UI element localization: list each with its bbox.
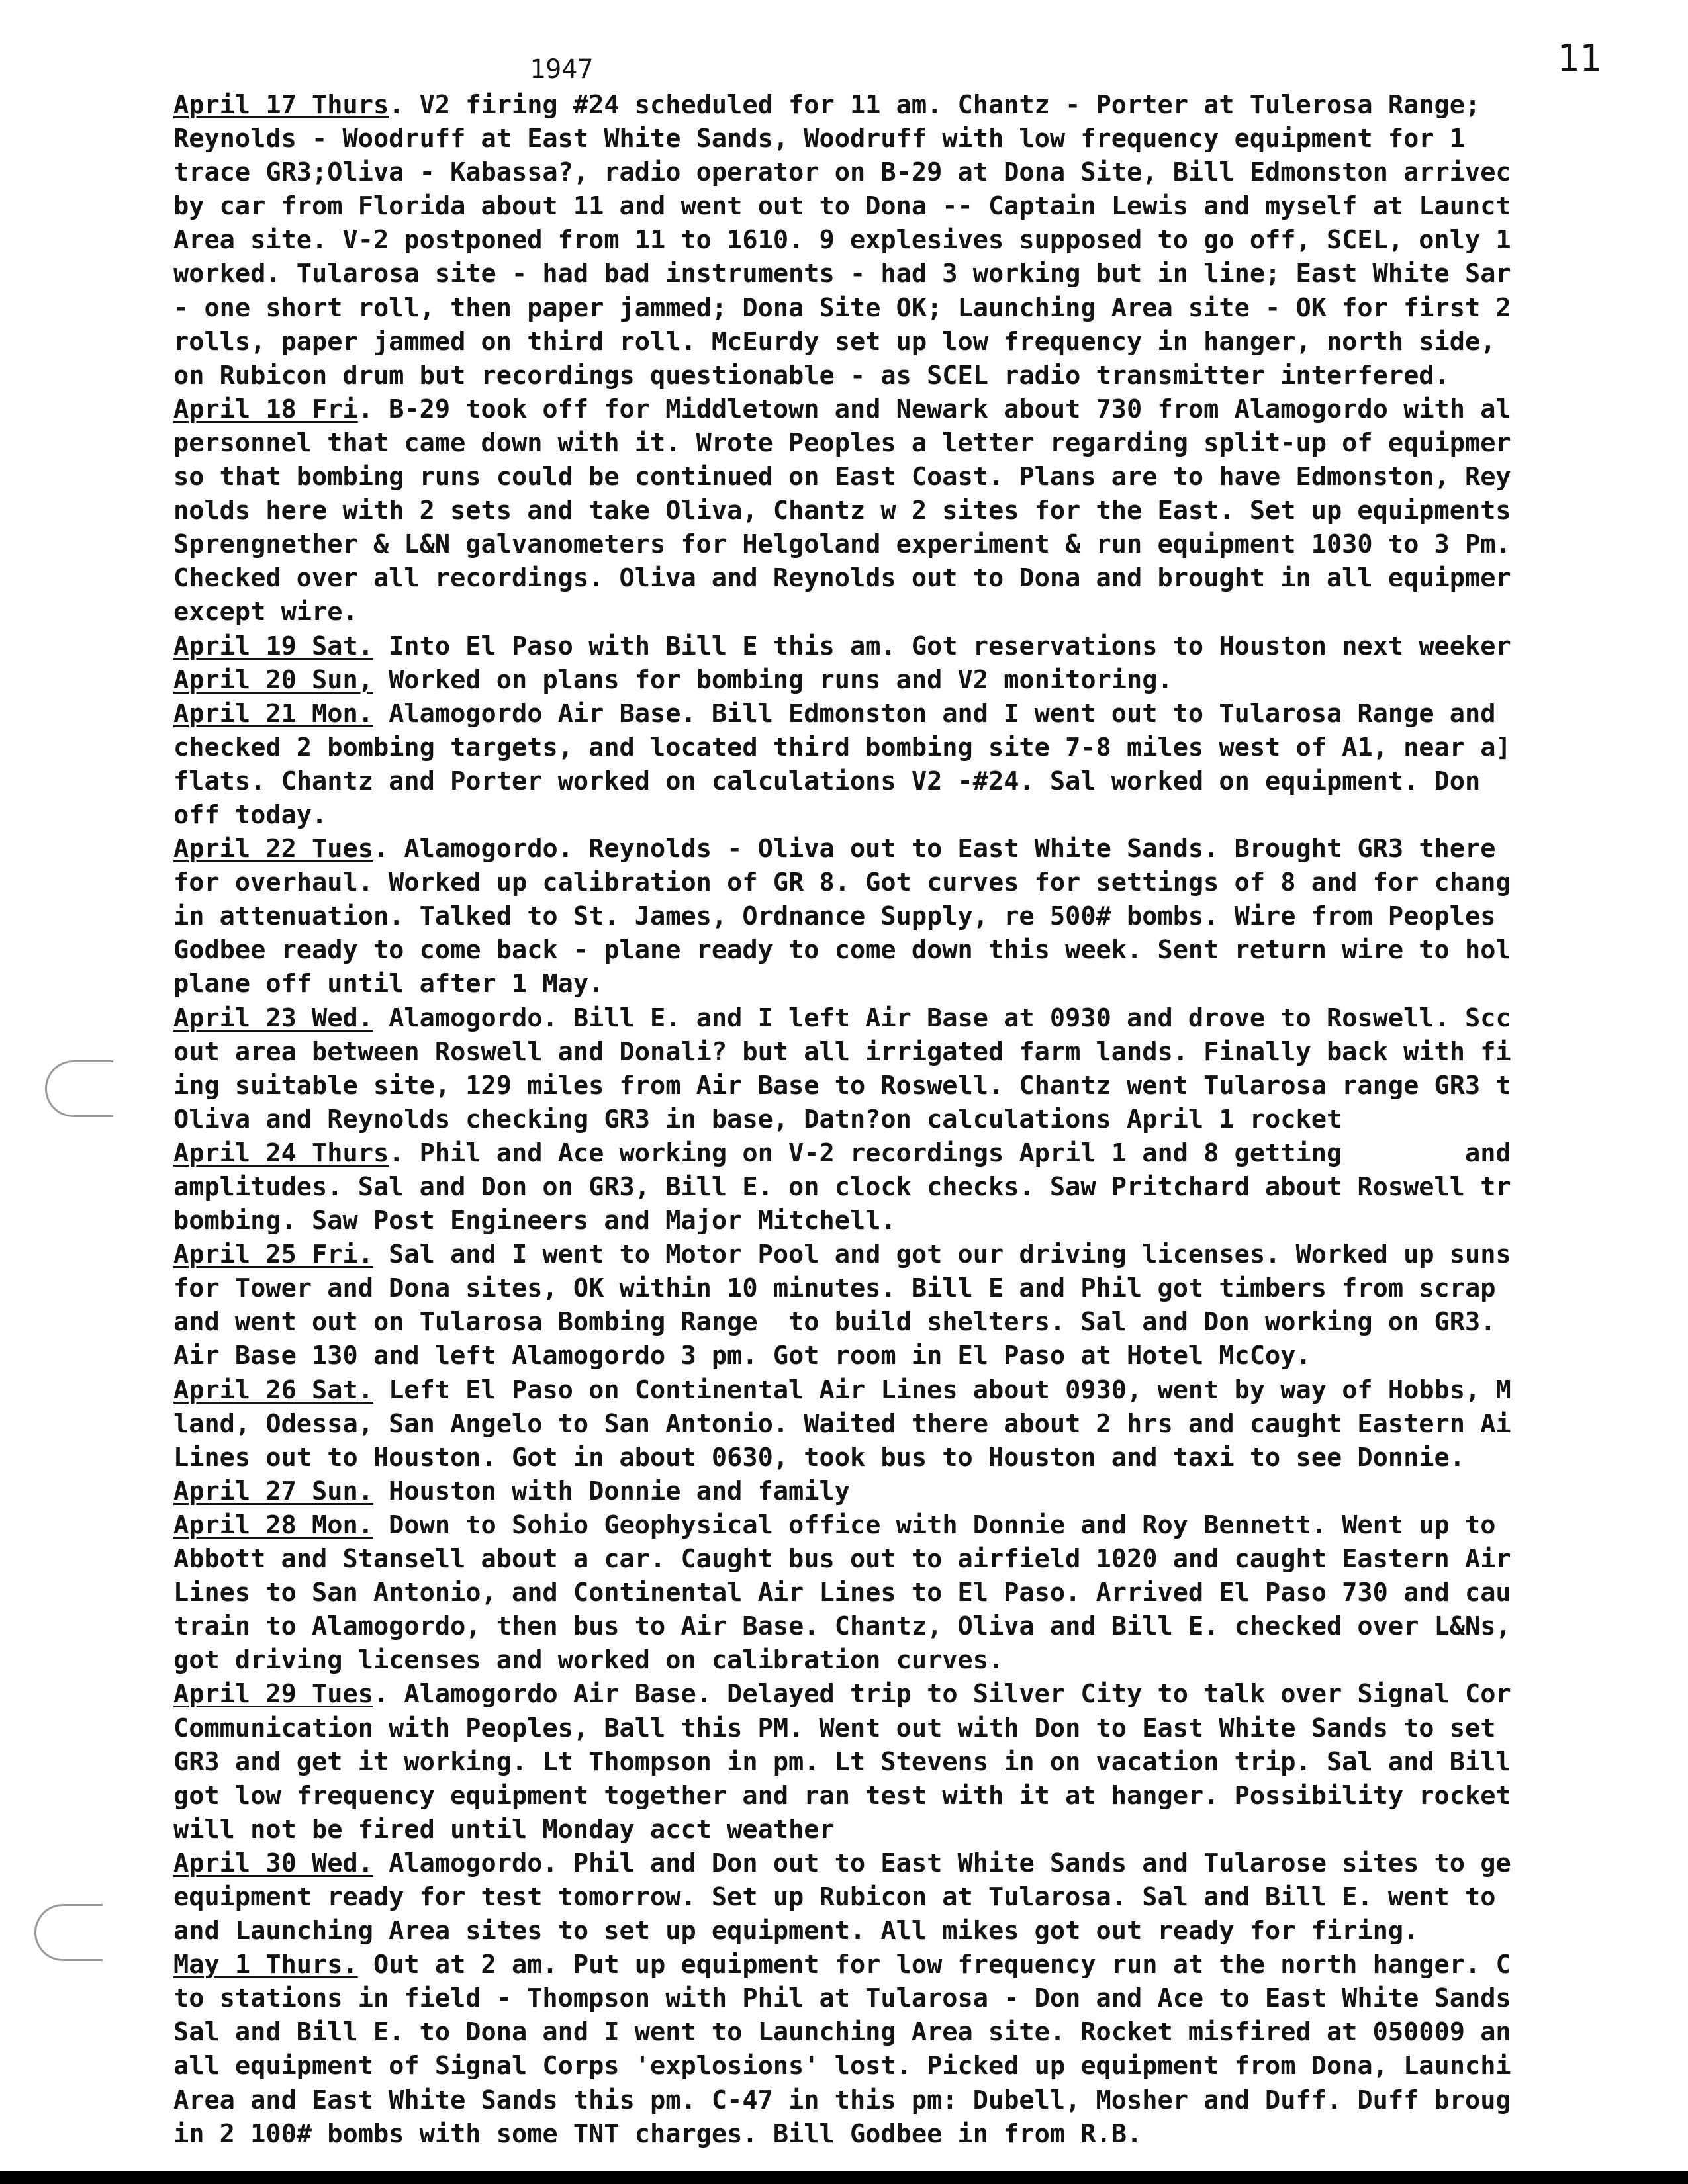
entry-text: Godbee ready to come back - plane ready to come down this week. Sent return wire to hol [173,935,1511,966]
journal-line [173,1339,1688,1373]
entry-date: April 25 Fri. [173,1240,373,1270]
journal-line [173,257,1688,291]
journal-line [173,2117,1688,2151]
journal-entry-start-line [173,832,1688,866]
journal-line [173,1103,1688,1136]
entry-text: Alamogordo. Phil and Don out to East White Sands and Tularose sites to ge [373,1848,1511,1878]
journal-entry-start-line [173,629,1688,663]
journal-line [173,494,1688,527]
entry-text: Worked on plans for bombing runs and V2 monitoring. [373,664,1173,695]
entry-text: Reynolds - Woodruff at East White Sands, Woodruff with low frequency equipment for 1 [173,124,1465,154]
entry-date: April 20 Sun, [173,664,373,695]
entry-text: flats. Chantz and Porter worked on calculations V2 -#24. Sal worked on equipment. Don [173,766,1481,796]
entry-text: ing suitable site, 129 miles from Air Base to Roswell. Chantz went Tularosa range GR3 t [173,1070,1511,1101]
entry-text: - one short roll, then paper jammed; Dona Site OK; Launching Area site - OK for first 2 [173,293,1511,323]
journal-entry-start-line [173,1475,1688,1508]
journal-line [173,291,1688,325]
entry-text: Alamogordo Air Base. Bill Edmonston and I went out to Tularosa Range and [373,698,1496,729]
entry-text: checked 2 bombing targets, and located third bombing site 7-8 miles west of A1, near a] [173,732,1511,762]
journal-line [173,1643,1688,1677]
entry-date: April 23 Wed. [173,1003,373,1033]
journal-line [173,1069,1688,1103]
page-number: 11 [1557,37,1602,80]
journal-line [173,1305,1688,1339]
journal-line [173,122,1688,156]
entry-text: for Tower and Dona sites, OK within 10 minutes. Bill E and Phil got timbers from scrap [173,1273,1496,1304]
journal-line [173,899,1688,933]
journal-text [173,88,1688,2151]
entry-date: April 22 Tues [173,834,373,864]
punch-hole-mark [34,1904,103,1961]
journal-line [173,1170,1688,1204]
journal-line [173,2083,1688,2117]
journal-line [173,1441,1688,1475]
journal-line [173,731,1688,764]
journal-entry-start-line [173,1948,1688,1981]
entry-text: Sal and Bill E. to Dona and I went to Launching Area site. Rocket misfired at 050009 an [173,2017,1511,2048]
journal-entry-start-line [173,1508,1688,1542]
entry-text: and went out on Tularosa Bombing Range to build shelters. Sal and Don working on GR3. [173,1307,1496,1338]
journal-entry-start-line [173,1373,1688,1407]
entry-date: April 18 Fri [173,394,358,424]
entry-text: Area site. V-2 postponed from 11 to 1610. 9 explesives supposed to go off, SCEL, only 1 [173,225,1511,255]
entry-text: Lines out to Houston. Got in about 0630, took bus to Houston and taxi to see Donnie. [173,1442,1465,1473]
entry-text: Houston with Donnie and family [373,1476,850,1506]
entry-text: . V2 firing #24 scheduled for 11 am. Chantz - Porter at Tulerosa Range; [389,90,1481,120]
journal-line [173,1610,1688,1643]
journal-line [173,460,1688,494]
journal-entry-start-line [173,1001,1688,1035]
entry-date: April 26 Sat. [173,1375,373,1405]
entry-date: April 21 Mon. [173,698,373,729]
journal-line [173,223,1688,257]
entry-text: amplitudes. Sal and Don on GR3, Bill E. on clock checks. Saw Pritchard about Roswell tr [173,1172,1511,1202]
journal-line [173,189,1688,223]
punch-hole-mark [45,1060,113,1117]
entry-text: Abbott and Stansell about a car. Caught bus out to airfield 1020 and caught Eastern Air [173,1544,1511,1574]
journal-line [173,1813,1688,1846]
entry-text: will not be fired until Monday acct weather [173,1814,835,1844]
entry-text: Alamogordo. Bill E. and I left Air Base at 0930 and drove to Roswell. Scc [373,1003,1511,1033]
journal-line [173,1271,1688,1305]
journal-entry-start-line [173,1677,1688,1711]
entry-date: April 27 Sun. [173,1476,373,1506]
entry-text: Sprengnether & L&N galvanometers for Helgoland experiment & run equipment 1030 to 3 Pm. [173,529,1511,560]
journal-line [173,527,1688,561]
journal-entry-start-line [173,1136,1688,1170]
scan-bottom-edge [0,2171,1688,2184]
journal-entry-start-line [173,663,1688,697]
journal-line [173,764,1688,798]
entry-text: Area and East White Sands this pm. C-47 in this pm: Dubell, Mosher and Duff. Duff broug [173,2085,1511,2115]
journal-entry-start-line [173,392,1688,426]
entry-text: all equipment of Signal Corps 'explosions' lost. Picked up equipment from Dona, Launchi [173,2051,1511,2081]
journal-line [173,156,1688,189]
entry-text: Down to Sohio Geophysical office with Donnie and Roy Bennett. Went up to [373,1510,1496,1540]
journal-line [173,1576,1688,1610]
entry-text: got low frequency equipment together and ran test with it at hanger. Possibility rocket [173,1780,1511,1811]
entry-text: bombing. Saw Post Engineers and Major Mitchell. [173,1206,896,1236]
entry-text: off today. [173,799,328,830]
journal-entry-start-line [173,697,1688,731]
entry-text: Sal and I went to Motor Pool and got our driving licenses. Worked up suns [373,1240,1511,1270]
entry-date: April 30 Wed. [173,1848,373,1878]
entry-text: out area between Roswell and Donali? but all irrigated farm lands. Finally back with fi [173,1036,1511,1067]
entry-date: May 1 Thurs. [173,1950,358,1980]
journal-entry-start-line [173,1238,1688,1271]
journal-line [173,933,1688,967]
entry-text: by car from Florida about 11 and went out to Dona -- Captain Lewis and myself at Launct [173,191,1511,222]
entry-date: April 28 Mon. [173,1510,373,1540]
entry-date: April 19 Sat. [173,631,373,661]
journal-line [173,2015,1688,2049]
journal-line [173,561,1688,595]
entry-text: for overhaul. Worked up calibration of GR 8. Got curves for settings of 8 and for chang [173,868,1511,898]
journal-line [173,325,1688,359]
entry-text: rolls, paper jammed on third roll. McEurdy set up low frequency in hanger, north side, [173,326,1496,357]
entry-text: except wire. [173,597,358,627]
journal-line [173,1204,1688,1238]
entry-text: worked. Tularosa site - had bad instruments - had 3 working but in line; East White Sar [173,259,1511,289]
journal-line [173,1711,1688,1745]
journal-line [173,1745,1688,1779]
entry-text: in 2 100# bombs with some TNT charges. Bill Godbee in from R.B. [173,2118,1143,2149]
journal-line [173,866,1688,899]
journal-line [173,1542,1688,1576]
entry-text: Oliva and Reynolds checking GR3 in base, Datn?on calculations April 1 rocket [173,1104,1342,1134]
entry-text: Checked over all recordings. Oliva and Reynolds out to Dona and brought in all equipmer [173,563,1511,594]
entry-text: Left El Paso on Continental Air Lines about 0930, went by way of Hobbs, M [373,1375,1511,1405]
entry-text: Into El Paso with Bill E this am. Got reservations to Houston next weeker [373,631,1511,661]
entry-date: April 24 Thurs [173,1138,389,1168]
entry-text: personnel that came down with it. Wrote Peoples a letter regarding split-up of equipmer [173,428,1511,458]
entry-text: GR3 and get it working. Lt Thompson in pm. Lt Stevens in on vacation trip. Sal and Bill [173,1747,1511,1777]
journal-line [173,798,1688,832]
journal-entry-start-line [173,1846,1688,1880]
page-year: 1947 [530,54,594,85]
entry-text: . Alamogordo. Reynolds - Oliva out to East White Sands. Brought GR3 there [373,834,1496,864]
journal-line [173,1407,1688,1441]
entry-text: Out at 2 am. Put up equipment for low frequency run at the north hanger. C [357,1950,1511,1980]
journal-line [173,967,1688,1001]
entry-text: . B-29 took off for Middletown and Newark about 730 from Alamogordo with al [357,394,1511,424]
journal-line [173,2049,1688,2083]
entry-date: April 29 Tues [173,1679,373,1709]
entry-text: got driving licenses and worked on calibration curves. [173,1645,1004,1676]
entry-date: April 17 Thurs [173,90,389,120]
entry-text: land, Odessa, San Angelo to San Antonio. Waited there about 2 hrs and caught Eastern Ai [173,1408,1511,1439]
entry-text: nolds here with 2 sets and take Oliva, Chantz w 2 sites for the East. Set up equipments [173,496,1511,526]
entry-text: train to Alamogordo, then bus to Air Base. Chantz, Oliva and Bill E. checked over L&Ns, [173,1612,1511,1642]
entry-text: to stations in field - Thompson with Phil at Tularosa - Don and Ace to East White Sands [173,1983,1511,2014]
entry-text: Air Base 130 and left Alamogordo 3 pm. Got room in El Paso at Hotel McCoy. [173,1341,1311,1371]
entry-text: equipment ready for test tomorrow. Set up Rubicon at Tularosa. Sal and Bill E. went to [173,1882,1496,1912]
journal-line [173,1981,1688,2015]
journal-line [173,595,1688,629]
journal-line [173,1035,1688,1069]
entry-text: on Rubicon drum but recordings questionable - as SCEL radio transmitter interfered. [173,360,1450,390]
journal-entry-start-line [173,88,1688,122]
entry-text: . Alamogordo Air Base. Delayed trip to Silver City to talk over Signal Cor [373,1679,1511,1709]
journal-line [173,1779,1688,1813]
entry-text: plane off until after 1 May. [173,969,604,999]
entry-text: in attenuation. Talked to St. James, Ordnance Supply, re 500# bombs. Wire from Peoples [173,901,1496,932]
entry-text: and Launching Area sites to set up equipment. All mikes got out ready for firing. [173,1916,1419,1946]
journal-line [173,1914,1688,1948]
entry-text: Lines to San Antonio, and Continental Air Lines to El Paso. Arrived El Paso 730 and cau [173,1578,1511,1608]
journal-line [173,359,1688,392]
entry-text: Communication with Peoples, Ball this PM. Went out with Don to East White Sands to set [173,1713,1496,1743]
journal-line [173,426,1688,460]
entry-text: trace GR3;Oliva - Kabassa?, radio operator on B-29 at Dona Site, Bill Edmonston arrivec [173,158,1511,188]
entry-text: . Phil and Ace working on V-2 recordings April 1 and 8 getting and [389,1138,1511,1168]
journal-line [173,1880,1688,1914]
entry-text: so that bombing runs could be continued on East Coast. Plans are to have Edmonston, Rey [173,462,1511,492]
